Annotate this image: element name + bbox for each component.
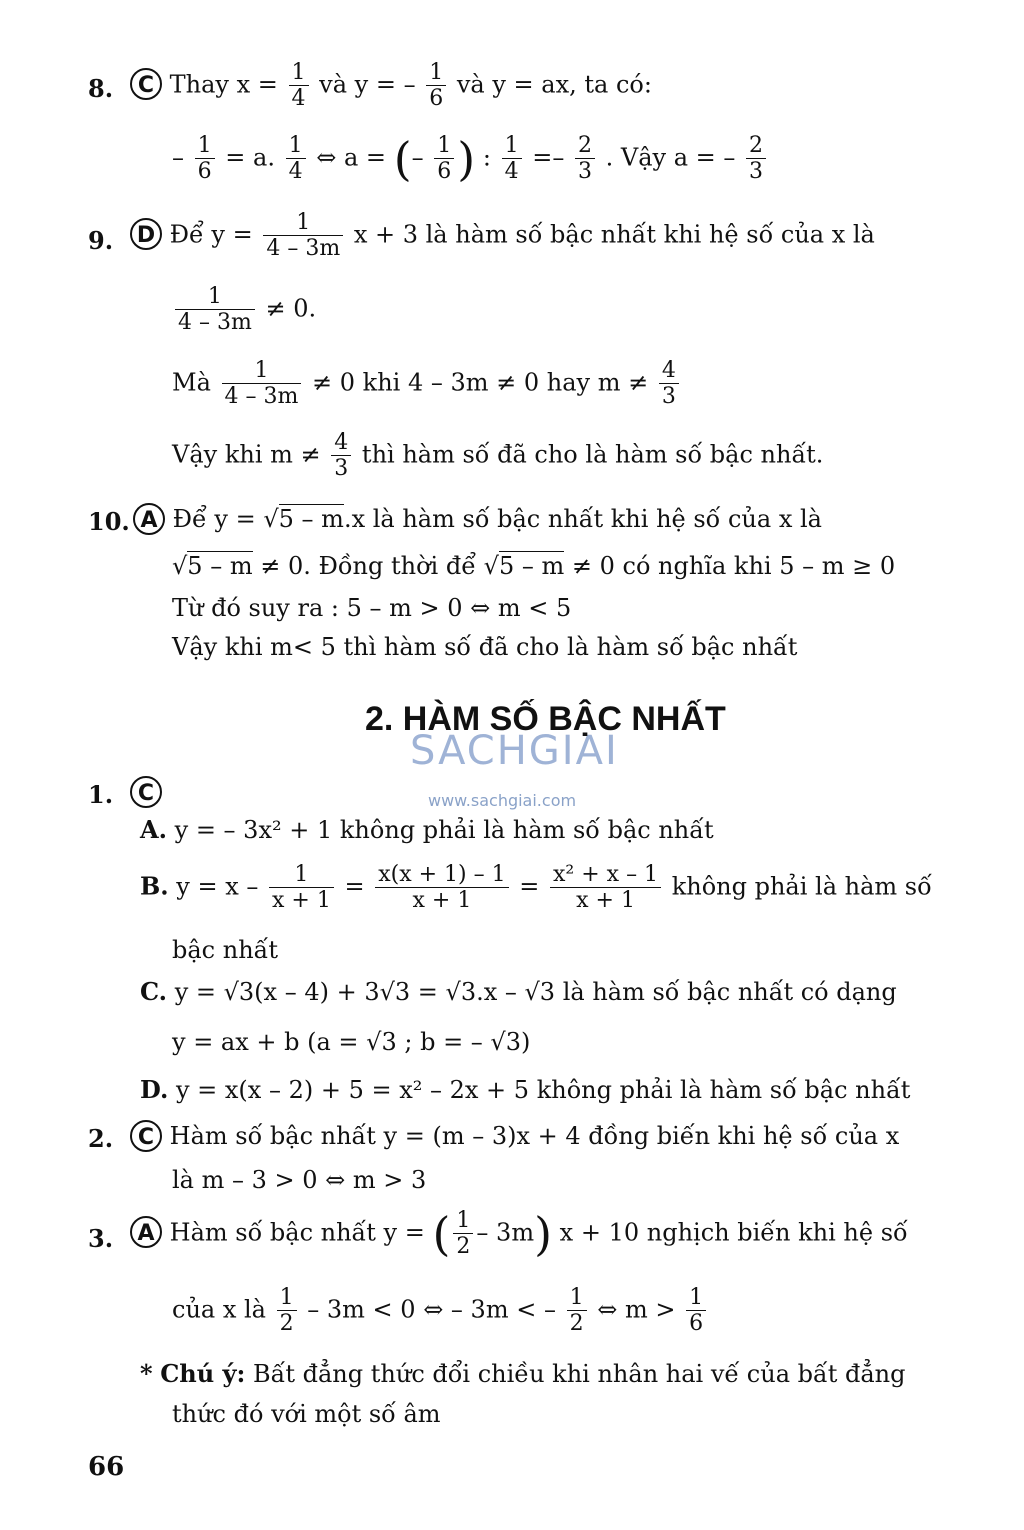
text: ⇔ m > — [597, 1295, 676, 1324]
denominator: 4 – 3m — [224, 384, 299, 410]
text: Thay x = — [169, 70, 278, 99]
option-b-line: B. y = x – $\frac{1}{x + 1}$ = $\frac{x(x + 1) - 1}{x + 1}$ = $\frac{\text{x² + x – 1}}{x + 1}$ không phải là hàm số — [140, 862, 932, 914]
text: Hàm số bậc nhất y = — [169, 1218, 425, 1247]
page-number: 66 — [88, 1452, 125, 1482]
text: thì hàm số đã cho là hàm số bậc nhất. — [361, 440, 824, 469]
numerator: 4 — [659, 358, 679, 384]
numerator: 1 — [195, 133, 215, 159]
denominator: 6 — [437, 159, 452, 185]
fraction-1-4 — [286, 133, 306, 185]
text: x + 3 là hàm số bậc nhất khi hệ số của x là — [353, 220, 875, 249]
exercise-3-line-2 — [172, 1285, 709, 1337]
numerator: 1 — [263, 210, 343, 236]
question-9-line-1 — [130, 210, 875, 262]
option-label: C. — [140, 977, 168, 1006]
fraction-1-4 — [289, 60, 309, 112]
note-line-1 — [140, 1360, 905, 1389]
fraction — [175, 284, 255, 336]
denominator: 6 — [689, 1311, 704, 1337]
denominator: x + 1 — [412, 888, 472, 914]
option-label: B. — [140, 871, 169, 901]
exercise-2-number: 2. — [88, 1124, 114, 1153]
numerator: 4 — [331, 430, 351, 456]
exercise-1-answer — [130, 776, 162, 808]
denominator: 3 — [661, 384, 676, 410]
denominator: x + 1 — [576, 888, 635, 914]
numerator: 1 — [269, 862, 334, 888]
numerator: 1 — [502, 133, 522, 159]
option-d-line — [140, 1076, 910, 1105]
question-10-number: 10. — [88, 507, 130, 536]
option-c-line-2: y = ax + b (a = √3 ; b = – √3) — [172, 1028, 531, 1056]
fraction-1-6 — [434, 133, 454, 185]
denominator: 6 — [197, 159, 212, 185]
exercise-2-line-2: là m – 3 > 0 ⇔ m > 3 — [172, 1166, 427, 1194]
answer-a-circle: A — [130, 1216, 162, 1248]
denominator: 2 — [569, 1311, 584, 1337]
text: Để y = — [169, 220, 253, 249]
fraction-1-4 — [502, 133, 522, 185]
watermark-url: www.sachgiai.com — [428, 791, 577, 810]
option-c-line — [140, 978, 897, 1007]
question-10-line-3: Từ đó suy ra : 5 – m > 0 ⇔ m < 5 — [172, 594, 572, 622]
numerator: 1 — [426, 60, 446, 86]
denominator: 2 — [456, 1234, 471, 1260]
numerator: 1 — [453, 1208, 473, 1234]
fraction-1-6 — [426, 60, 446, 112]
numerator: x(x + 1) – 1 — [375, 862, 508, 888]
answer-c-circle: C — [130, 1120, 162, 1152]
option-label: A. — [140, 815, 167, 844]
text: ≠ 0 có nghĩa khi 5 – m ≥ 0 — [571, 552, 896, 580]
option-a-line — [140, 816, 714, 845]
option-b-line-2: bậc nhất — [172, 936, 279, 964]
text: ≠ 0. Đồng thời để — [260, 552, 476, 580]
text: không phải là hàm số — [671, 872, 932, 901]
denominator: 3 — [334, 456, 349, 482]
denominator: 2 — [279, 1311, 294, 1337]
text: và y = – — [319, 70, 416, 99]
text: – 3m < 0 ⇔ – 3m < – — [307, 1295, 556, 1324]
text: ≠ 0. — [265, 294, 317, 323]
fraction-2-3 — [746, 133, 766, 185]
fraction-4-3 — [331, 430, 351, 482]
answer-a-circle: A — [133, 503, 165, 535]
question-10-line-1: A Để y = √5 – m.x là hàm số bậc nhất khi hệ số của x là — [133, 503, 822, 535]
fraction-1-6 — [686, 1285, 706, 1337]
exercise-1-number: 1. — [88, 780, 114, 809]
text: Hàm số bậc nhất y = (m – 3)x + 4 đồng biến khi hệ số của x — [169, 1122, 900, 1150]
text: y = x – — [176, 872, 259, 901]
question-10-line-4: Vậy khi m< 5 thì hàm số đã cho là hàm số bậc nhất — [172, 633, 798, 661]
question-9-line-3 — [172, 358, 682, 410]
numerator: 1 — [686, 1285, 706, 1311]
text: Bất đẳng thức đổi chiều khi nhân hai vế của bất đẳng — [253, 1360, 906, 1388]
fraction — [222, 358, 302, 410]
exercise-2-line-1 — [130, 1120, 899, 1152]
question-9-line-2 — [172, 284, 316, 336]
exercise-3-line-1: A Hàm số bậc nhất y = ( $\frac{1}{2}$ – 3m) x + 10 nghịch biến khi hệ số — [130, 1208, 908, 1260]
denominator: 4 — [291, 86, 306, 112]
denominator: 4 – 3m — [178, 310, 252, 336]
fraction-1-2 — [453, 1208, 473, 1260]
denominator: 4 — [504, 159, 519, 185]
question-8-line-2: – $\frac{1}{6}$ = a. $\frac{1}{4}$ ⇔ a = (– $\frac{1}{6}$ ) : $\frac{1}{4}$ =– $\frac{2}{3}$ . Vậy a = – $\frac{2}{3}$ — [172, 133, 769, 185]
note-line-2: thức đó với một số âm — [172, 1400, 441, 1428]
numerator: 2 — [746, 133, 766, 159]
question-10-line-2: √5 – m ≠ 0. Đồng thời để √5 – m ≠ 0 có nghĩa khi 5 – m ≥ 0 — [172, 552, 896, 580]
question-9-line-4 — [172, 430, 823, 482]
note-label: Chú ý: — [160, 1359, 246, 1388]
fraction — [263, 210, 343, 262]
text: Vậy khi m ≠ — [172, 440, 321, 469]
fraction-1-6 — [195, 133, 215, 185]
text: ≠ 0 khi 4 – 3m ≠ 0 hay m ≠ — [312, 368, 649, 397]
text: ⇔ a = — [316, 143, 387, 172]
radicand: 5 – m — [187, 552, 253, 580]
answer-d-circle: D — [130, 218, 162, 250]
answer-c-circle: C — [130, 68, 162, 100]
fraction — [375, 862, 508, 914]
section-title: 2. HÀM SỐ BẬC NHẤT — [365, 700, 726, 738]
note-star: * — [140, 1359, 153, 1388]
question-8-number: 8. — [88, 74, 114, 103]
text: . Vậy a = – — [605, 143, 736, 172]
text: = — [532, 143, 553, 172]
numerator: 1 — [222, 358, 302, 384]
denominator: 6 — [429, 86, 444, 112]
text: = a. — [225, 143, 275, 172]
exercise-3-number: 3. — [88, 1224, 114, 1253]
watermark-logo: SACHGIAI — [410, 728, 619, 774]
numerator: 1 — [277, 1285, 297, 1311]
radicand: 5 – m — [278, 505, 344, 533]
fraction-1-2 — [567, 1285, 587, 1337]
fraction — [550, 862, 661, 914]
text: y = √3(x – 4) + 3√3 = √3.x – √3 là hàm số bậc nhất có dạng — [174, 978, 897, 1006]
answer-c-circle: C — [130, 776, 162, 808]
text: x + 10 nghịch biến khi hệ số — [559, 1218, 908, 1247]
fraction-1-2 — [277, 1285, 297, 1337]
text: của x là — [172, 1295, 266, 1324]
fraction — [269, 862, 334, 914]
denominator: x + 1 — [272, 888, 331, 914]
text: .x là hàm số bậc nhất khi hệ số của x là — [343, 505, 822, 533]
text: y = x(x – 2) + 5 = x² – 2x + 5 không phải là hàm số bậc nhất — [175, 1076, 911, 1104]
numerator: 1 — [289, 60, 309, 86]
numerator: 1 — [286, 133, 306, 159]
denominator: 3 — [578, 159, 592, 185]
denominator: 3 — [749, 159, 764, 185]
numerator: 1 — [175, 284, 255, 310]
numerator: 1 — [567, 1285, 587, 1311]
text: – 3m — [476, 1218, 535, 1247]
text: y = – 3x² + 1 không phải là hàm số bậc nhất — [174, 816, 714, 844]
numerator: 2 — [575, 133, 595, 159]
text: và y = ax, ta có: — [456, 70, 652, 99]
numerator: 1 — [434, 133, 454, 159]
option-label: D. — [140, 1075, 169, 1104]
denominator: 4 – 3m — [266, 236, 341, 262]
text: Để y = — [172, 505, 256, 533]
radicand: 5 – m — [498, 552, 565, 580]
fraction-4-3 — [659, 358, 679, 410]
text: Mà — [172, 368, 211, 397]
question-8-line-1 — [130, 60, 652, 112]
question-9-number: 9. — [88, 226, 114, 255]
fraction-2-3 — [575, 133, 595, 185]
numerator: x² + x – 1 — [550, 862, 661, 888]
denominator: 4 — [288, 159, 303, 185]
